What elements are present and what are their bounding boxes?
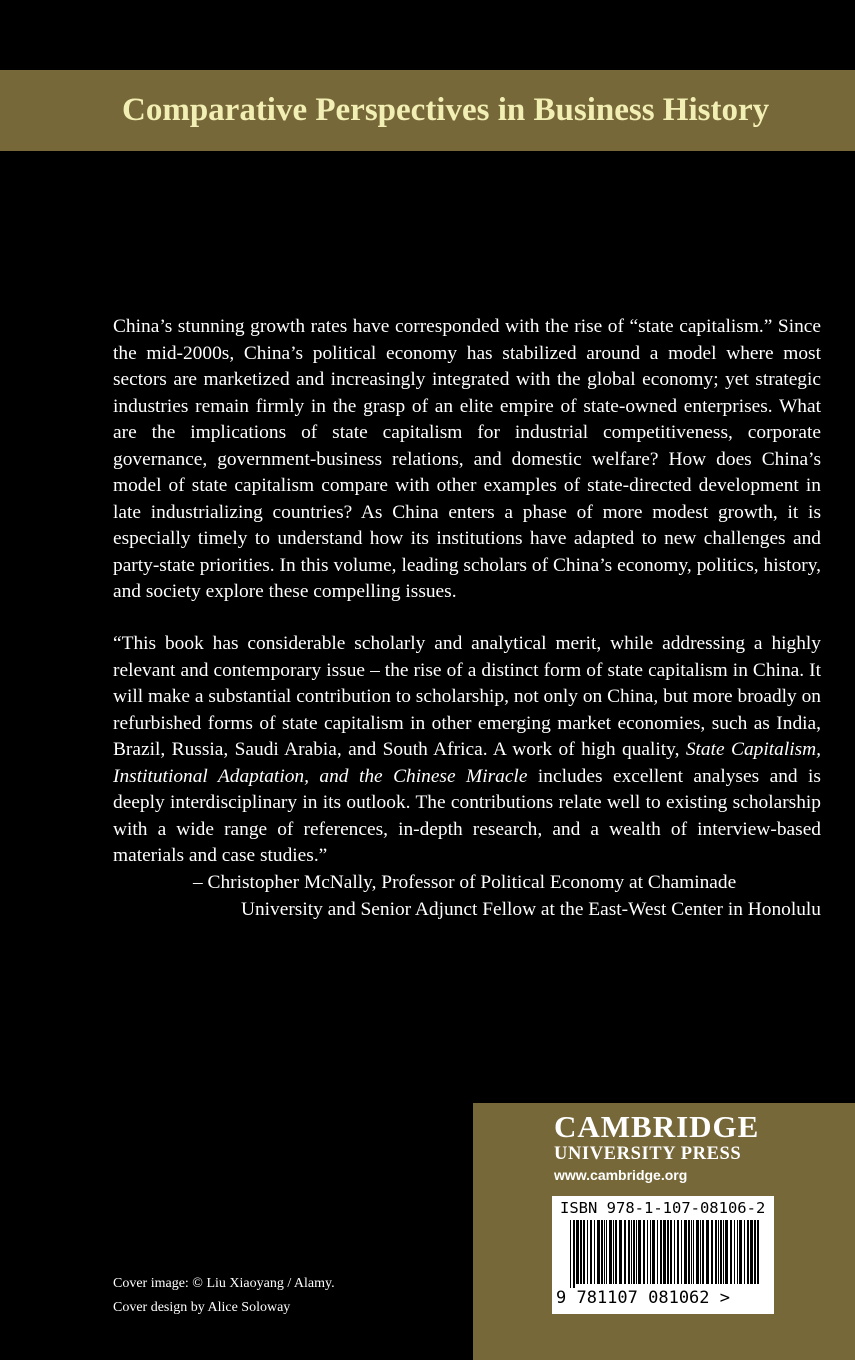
attribution-line-2: University and Senior Adjunct Fellow at the East-West Center in Honolulu — [240, 898, 821, 920]
review-quote-part1: “This book has considerable scholarly and analytical merit, while addressing a highly relevant and contemporary issue – the rise of a distinct form of state capitalism in China. It will make a substantial contribution to scholarship, not only on China, but more broadly on refurbished forms of state capitalism in other emerging market economies, such as India, Brazil, Russia, Saudi Arabia, and South Africa. A work of high quality, — [113, 633, 821, 760]
barcode-bar — [688, 1220, 690, 1284]
barcode-bar — [647, 1220, 648, 1284]
barcode-bar — [737, 1220, 738, 1284]
barcode-bar — [711, 1220, 713, 1284]
barcode-bar — [677, 1220, 679, 1284]
barcode-bar — [580, 1220, 582, 1284]
barcode-bar — [744, 1220, 745, 1284]
barcode-bar — [739, 1220, 742, 1284]
cover-credits — [113, 1272, 335, 1320]
barcode-bar — [619, 1220, 622, 1284]
barcode-bar — [652, 1220, 655, 1284]
review-quote-part2: includes excellent analyses and is deeply interdisciplinary in its outlook. The contributions relate well to existing scholarship with a wide range of references, in-depth research, and a wealth of interview-based materials and case studies.” — [113, 765, 821, 866]
barcode-bar — [609, 1220, 612, 1284]
barcode-bar — [594, 1220, 595, 1284]
publisher-panel — [473, 1103, 855, 1360]
review-quote — [113, 631, 821, 870]
barcode-bar — [633, 1220, 635, 1284]
cover-design-credit: Cover design by Alice Soloway — [113, 1300, 291, 1315]
barcode-bars — [552, 1218, 774, 1288]
barcode-bar — [590, 1220, 592, 1284]
barcode-bar — [674, 1220, 675, 1284]
barcode-bar — [601, 1220, 603, 1284]
barcode-bar — [650, 1220, 651, 1284]
barcode-bar — [715, 1220, 717, 1284]
publisher-subtitle: UNIVERSITY PRESS — [554, 1144, 742, 1164]
barcode-bar — [702, 1220, 704, 1284]
publisher-name: CAMBRIDGE — [554, 1109, 760, 1144]
barcode-bar — [730, 1220, 732, 1284]
barcode-bar — [681, 1220, 682, 1284]
barcode-bar — [750, 1220, 753, 1284]
barcode-bar — [670, 1220, 672, 1284]
barcode-bar — [693, 1220, 694, 1284]
barcode-bar — [723, 1220, 724, 1284]
barcode-digits: 9 781107 081062 > — [556, 1288, 730, 1308]
barcode-bar — [660, 1220, 662, 1284]
barcode-bar — [718, 1220, 719, 1284]
review-attribution — [113, 870, 821, 923]
barcode-bar — [706, 1220, 709, 1284]
barcode-bar — [684, 1220, 687, 1284]
barcode-bar — [615, 1220, 617, 1284]
barcode-bar — [691, 1220, 692, 1284]
barcode-bar — [757, 1220, 759, 1284]
barcode-bar — [628, 1220, 630, 1284]
barcode-bar — [657, 1220, 658, 1284]
barcode-bar — [725, 1220, 728, 1284]
barcode-bar — [754, 1220, 756, 1284]
barcode-bar — [643, 1220, 645, 1284]
barcode-bar — [700, 1220, 701, 1284]
barcode-bar — [720, 1220, 722, 1284]
barcode-bar — [624, 1220, 626, 1284]
isbn-barcode — [552, 1196, 774, 1314]
barcode-bar — [573, 1220, 575, 1288]
barcode-bar — [631, 1220, 632, 1284]
book-blurb: China’s stunning growth rates have corresponded with the rise of “state capitalism.” Since the mid-2000s, China’s political economy has stabilized around a model where most sectors are marketized and increasingly integrated with the global economy; yet strategic industries remain firmly in the grasp of an elite empire of state-owned enterprises. What are the implications of state capitalism for industrial competitiveness, corporate governance, government-business relations, and domestic welfare? How does China’s model of state capitalism compare with other examples of state-directed development in late industrializing countries? As China enters a phase of more modest growth, it is especially timely to understand how its institutions have adapted to new challenges and party-state priorities. In this volume, leading scholars of China’s economy, politics, history, and society explore these compelling issues. — [113, 316, 821, 602]
barcode-bar — [696, 1220, 699, 1284]
barcode-bar — [636, 1220, 637, 1284]
attribution-line-1: – Christopher McNally, Professor of Political Economy at Chaminade — [193, 872, 737, 893]
series-title: Comparative Perspectives in Business History — [122, 92, 770, 128]
barcode-bar — [597, 1220, 600, 1284]
barcode-bar — [604, 1220, 605, 1284]
barcode-bar — [638, 1220, 641, 1284]
barcode-bar — [663, 1220, 666, 1284]
barcode-bar — [583, 1220, 585, 1284]
barcode-bar — [570, 1220, 571, 1288]
isbn-label: ISBN 978-1-107-08106-2 — [560, 1199, 766, 1217]
barcode-bar — [734, 1220, 735, 1284]
barcode-bar — [576, 1220, 579, 1284]
barcode-bar — [667, 1220, 669, 1284]
barcode-bar — [587, 1220, 588, 1284]
cover-image-credit: Cover image: © Liu Xiaoyang / Alamy. — [113, 1276, 335, 1291]
barcode-bar — [747, 1220, 749, 1284]
publisher-url: www.cambridge.org — [554, 1167, 688, 1183]
barcode-bar — [606, 1220, 607, 1284]
barcode-bar — [613, 1220, 614, 1284]
review-book-title: State Capitalism, Institutional Adaptation, and the Chinese Miracle — [113, 739, 821, 787]
